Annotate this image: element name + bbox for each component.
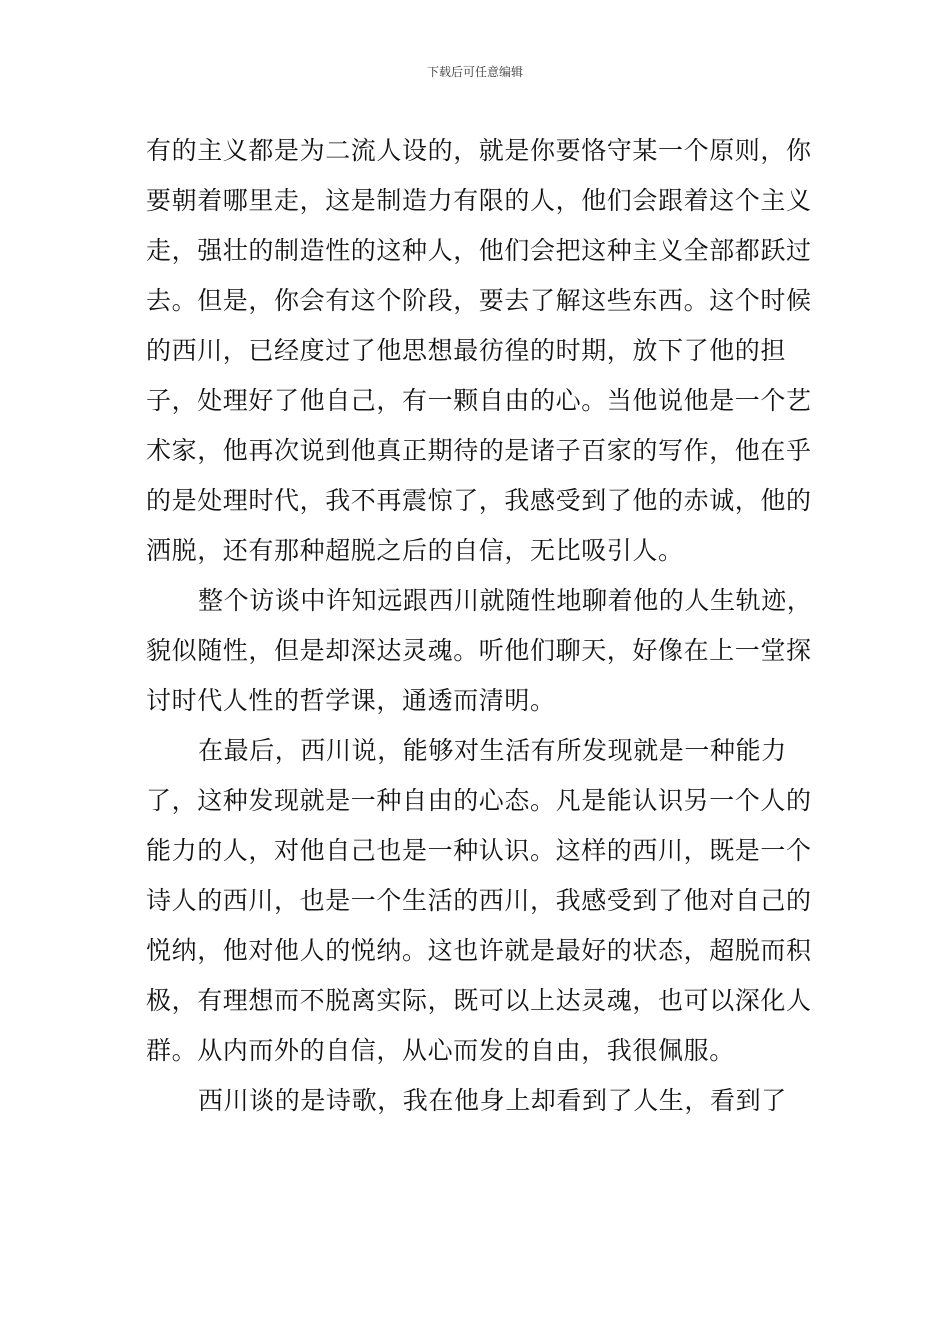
- paragraph-1: 有的主义都是为二流人设的，就是你要恪守某一个原则，你要朝着哪里走，这是制造力有限的人，他们会跟着这个主义走，强壮的制造性的这种人，他们会把这种主义全部都跃过去。但是，你会有这个阶段，要去了解这些东西。这个时候的西川，已经度过了他思想最彷徨的时期，放下了他的担子，处理好了他自己，有一颗自由的心。当他说他是一个艺术家，他再次说到他真正期待的是诸子百家的写作，他在乎的是处理时代，我不再震惊了，我感受到了他的赤诚，他的洒脱，还有那种超脱之后的自信，无比吸引人。: [146, 136, 812, 565]
- paragraph-2: 整个访谈中许知远跟西川就随性地聊着他的人生轨迹，貌似随性，但是却深达灵魂。听他们聊天，好像在上一堂探讨时代人性的哲学课，通透而清明。: [146, 586, 813, 715]
- page-header-note: 下载后可任意编辑: [426, 65, 523, 79]
- document-body: [146, 126, 816, 1126]
- paragraph-4: 西川谈的是诗歌，我在他身上却看到了人生，看到了: [198, 1086, 787, 1115]
- paragraph-3: 在最后，西川说，能够对生活有所发现就是一种能力了，这种发现就是一种自由的心态。凡是能认识另一个人的能力的人，对他自己也是一种认识。这样的西川，既是一个诗人的西川，也是一个生活的西川，我感受到了他对自己的悦纳，他对他人的悦纳。这也许就是最好的状态，超脱而积极，有理想而不脱离实际，既可以上达灵魂，也可以深化人群。从内而外的自信，从心而发的自由，我很佩服。: [146, 736, 812, 1065]
